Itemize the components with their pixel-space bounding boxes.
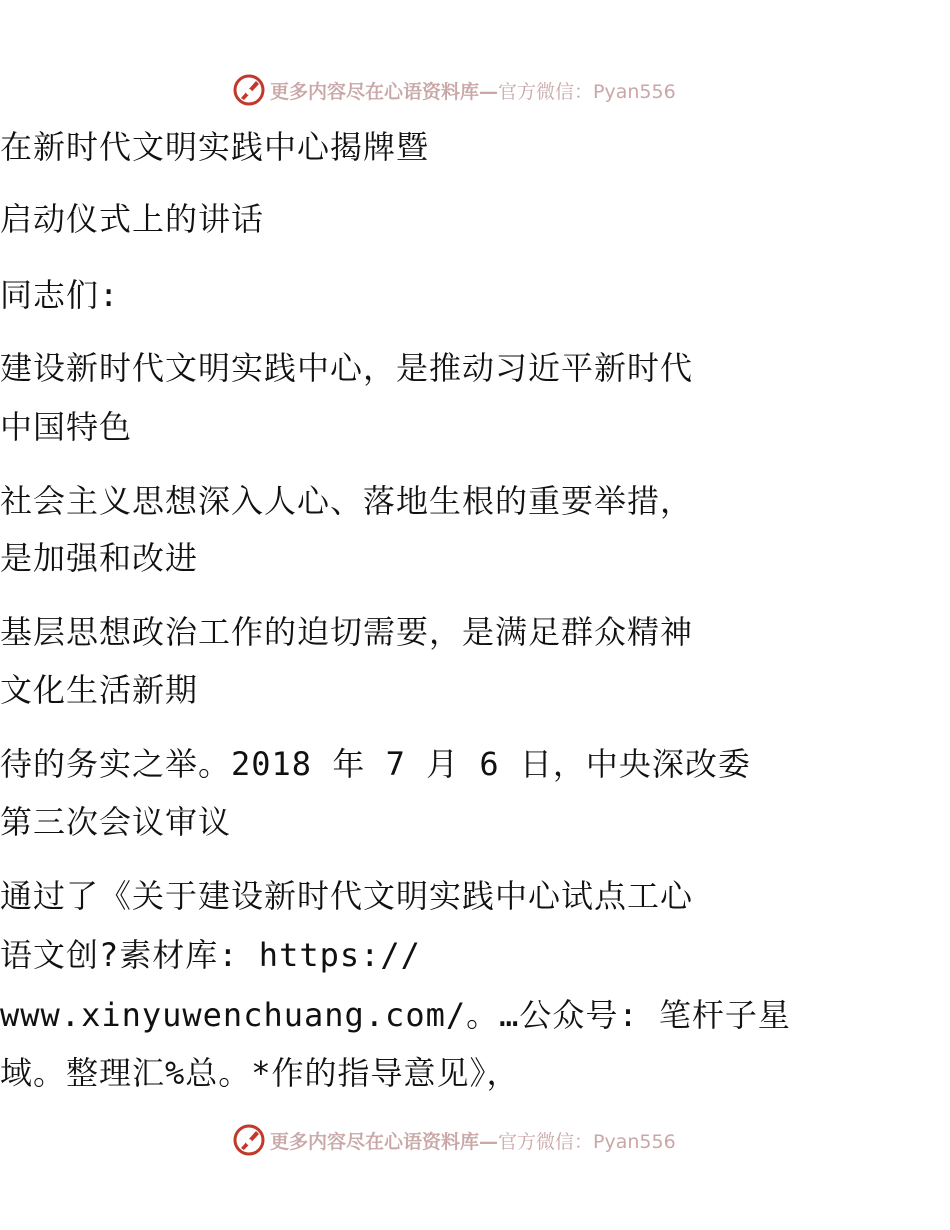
header-banner-suffix: 官方微信：Pyan556 — [498, 80, 676, 103]
header-banner — [232, 70, 752, 110]
quill-pen-logo-icon — [232, 1123, 266, 1157]
title-line-2: 启动仪式上的讲话 — [0, 200, 265, 238]
body-line: 域。整理汇%总。*作的指导意见》， — [0, 1054, 520, 1092]
body-line: 基层思想政治工作的迫切需要，是满足群众精神 — [0, 613, 694, 651]
footer-banner-suffix: 官方微信：Pyan556 — [498, 1130, 676, 1153]
quill-pen-logo-icon — [232, 73, 266, 107]
body-line: 待的务实之举。2018 年 7 月 6 日，中央深改委 — [0, 745, 751, 783]
body-line: 文化生活新期 — [0, 671, 199, 709]
salutation-line: 同志们: — [0, 276, 120, 314]
body-line: 中国特色 — [0, 408, 133, 446]
body-line: 语文创?素材库: https:// — [0, 936, 421, 974]
body-line: 建设新时代文明实践中心，是推动习近平新时代 — [0, 349, 694, 387]
body-line: 第三次会议审议 — [0, 803, 232, 841]
header-banner-text: 更多内容尽在心语资料库— — [270, 80, 499, 103]
body-line: 通过了《关于建设新时代文明实践中心试点工心 — [0, 877, 694, 915]
body-line: 是加强和改进 — [0, 539, 199, 577]
title-line-1: 在新时代文明实践中心揭牌暨 — [0, 128, 430, 166]
body-line: 社会主义思想深入人心、落地生根的重要举措， — [0, 482, 694, 520]
body-line: www.xinyuwenchuang.com/。…公众号: 笔杆子星 — [0, 996, 791, 1034]
footer-banner — [232, 1120, 752, 1160]
footer-banner-text: 更多内容尽在心语资料库— — [270, 1130, 499, 1153]
